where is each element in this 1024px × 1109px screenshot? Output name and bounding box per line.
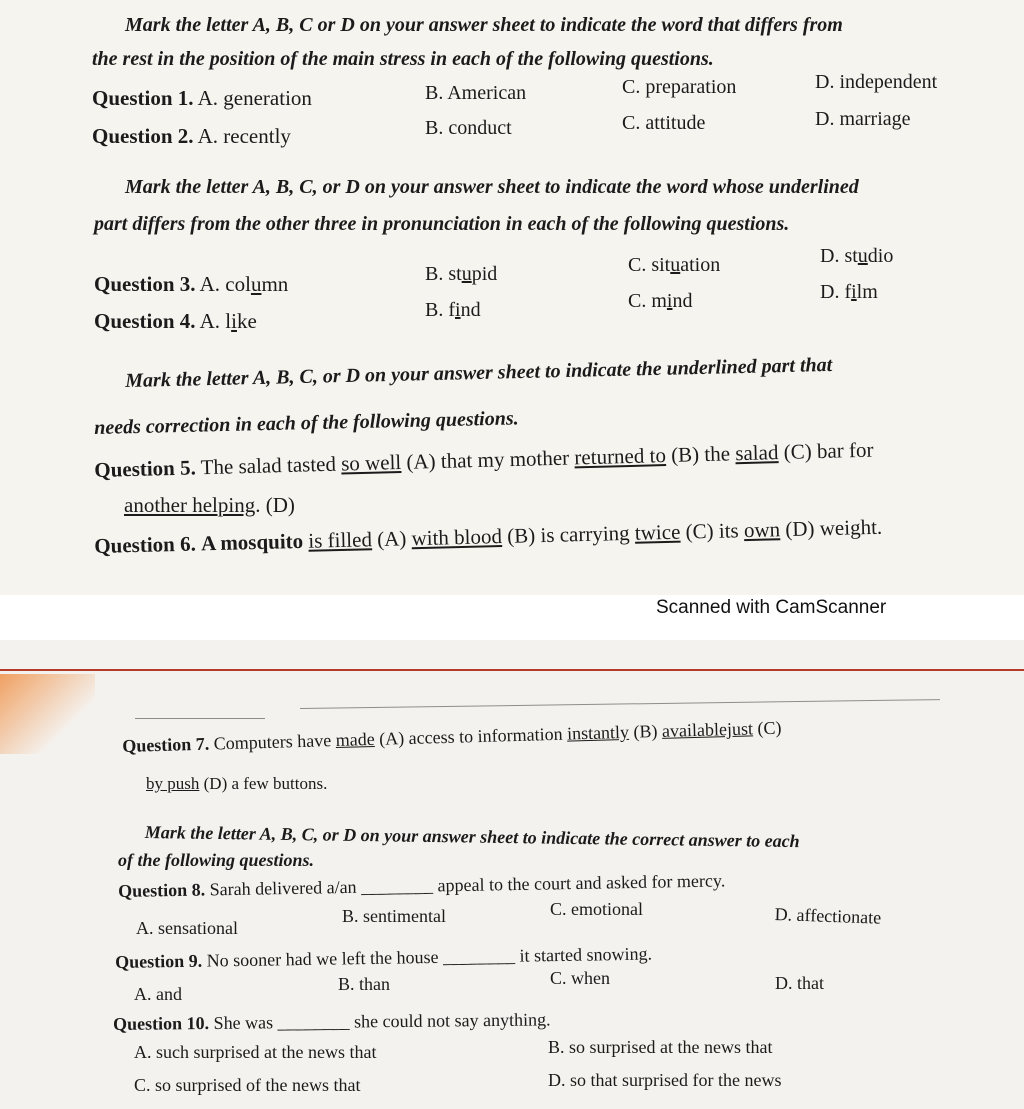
question-6-part-c: twice [634,519,681,545]
question-8-option-c: C. emotional [550,899,643,919]
question-7-part-d: by push [146,774,200,793]
question-1 [92,86,312,111]
question-1-option-a: A. generation [197,86,312,110]
question-9-blank: ________ [442,945,516,967]
question-4 [94,309,257,334]
page-corner-shadow [0,674,95,754]
question-6-part-b: with blood [411,524,503,551]
question-4-option-c: C. mind [628,290,693,312]
section1-instruction-line1: Mark the letter A, B, C or D on your answer sheet to indicate the word that differs from [125,14,843,36]
section2-instruction-line1: Mark the letter A, B, C, or D on your answer sheet to indicate the word whose underlined [125,176,859,198]
question-7-part-c: availablejust [661,718,754,741]
question-9-option-c: C. when [550,968,610,988]
question-4-option-b: B. find [425,299,481,321]
question-5-line1: Question 5. The salad tasted so well (A) that my mother returned to (B) the salad (C) bar for [94,437,874,482]
question-3-option-b: B. stupid [425,263,498,285]
question-2 [92,124,291,149]
question-4-option-a: A. like [199,309,257,333]
question-9-option-a: A. and [134,984,182,1004]
section5-instruction-line1: Mark the letter A, B, C, or D on your answer sheet to indicate the correct answer to each [144,822,800,852]
question-1-option-b: B. American [425,82,527,104]
section3-instruction-line2: needs correction in each of the following questions. [94,407,519,439]
question-8-stem: Question 8. Sarah delivered a/an ________ appeal to the court and asked for mercy. [118,870,726,901]
question-8-label: Question 8. [118,879,206,901]
question-7-line1: Question 7. Computers have made (A) access to information instantly (B) availablejust (C) [122,717,782,756]
question-2-option-a: A. recently [197,124,291,148]
divider-line-left [135,718,265,719]
section1-instruction-line2: the rest in the position of the main stress in each of the following questions. [92,48,714,70]
question-6-label: Question 6. [94,531,197,558]
question-1-label: Question 1. [92,86,194,110]
question-3-option-c: C. situation [628,254,721,276]
question-5-line2: another helping. (D) [124,493,295,517]
question-7-line2: by push (D) a few buttons. [146,774,328,793]
question-2-label: Question 2. [92,124,194,148]
question-8-option-a: A. sensational [136,918,238,938]
question-10-stem: Question 10. She was ________ she could not say anything. [113,1009,551,1034]
scanner-footer [0,595,1024,640]
question-9-option-b: B. than [338,974,390,994]
question-3 [94,272,288,297]
question-4-label: Question 4. [94,309,196,333]
question-6: Question 6. A mosquito is filled (A) with blood (B) is carrying twice (C) its own (D) weight. [94,514,883,558]
question-1-option-c: C. preparation [622,76,737,98]
question-9-option-d: D. that [775,973,824,993]
question-5-part-d: another helping [124,493,256,517]
question-5-part-c: salad [734,440,779,466]
question-6-part-a: is filled [308,527,373,553]
question-3-option-a: A. column [199,272,289,296]
question-1-option-d: D. independent [815,71,938,93]
question-9-label: Question 9. [115,950,203,972]
question-2-option-b: B. conduct [425,117,512,139]
question-3-label: Question 3. [94,272,196,296]
question-5-part-a: so well [340,449,402,476]
question-4-option-d: D. film [820,281,878,303]
question-3-option-d: D. studio [820,245,894,267]
question-5-part-b: returned to [574,443,667,470]
section5-instruction-line2: of the following questions. [118,850,315,870]
question-7-label: Question 7. [122,733,210,756]
question-9-stem: Question 9. No sooner had we left the house ________ it started snowing. [115,943,653,972]
question-10-blank: ________ [277,1011,350,1033]
question-7-part-b: instantly [566,721,630,744]
scanned-page-bottom [0,640,1024,1109]
question-5-label: Question 5. [94,455,197,482]
question-10-option-c: C. so surprised of the news that [134,1075,361,1095]
section3-instruction-line1: Mark the letter A, B, C, or D on your answer sheet to indicate the underlined part that [125,353,833,392]
section2-instruction-line2: part differs from the other three in pronunciation in each of the following questions. [94,213,790,235]
question-10-label: Question 10. [113,1012,210,1034]
camscanner-watermark: Scanned with CamScanner [656,597,887,618]
question-10-option-a: A. such surprised at the news that [134,1042,377,1062]
question-8-blank: ________ [360,875,434,897]
question-8-option-d: D. affectionate [774,904,882,928]
question-10-option-d: D. so that surprised for the news [548,1070,782,1090]
question-2-option-c: C. attitude [622,112,706,134]
question-6-part-d: own [743,517,781,543]
question-10-option-b: B. so surprised at the news that [548,1037,773,1057]
divider-line-right [300,699,940,709]
question-2-option-d: D. marriage [815,108,911,130]
question-8-option-b: B. sentimental [342,906,446,926]
page-edge-line [0,669,1024,671]
question-7-part-a: made [335,728,375,751]
